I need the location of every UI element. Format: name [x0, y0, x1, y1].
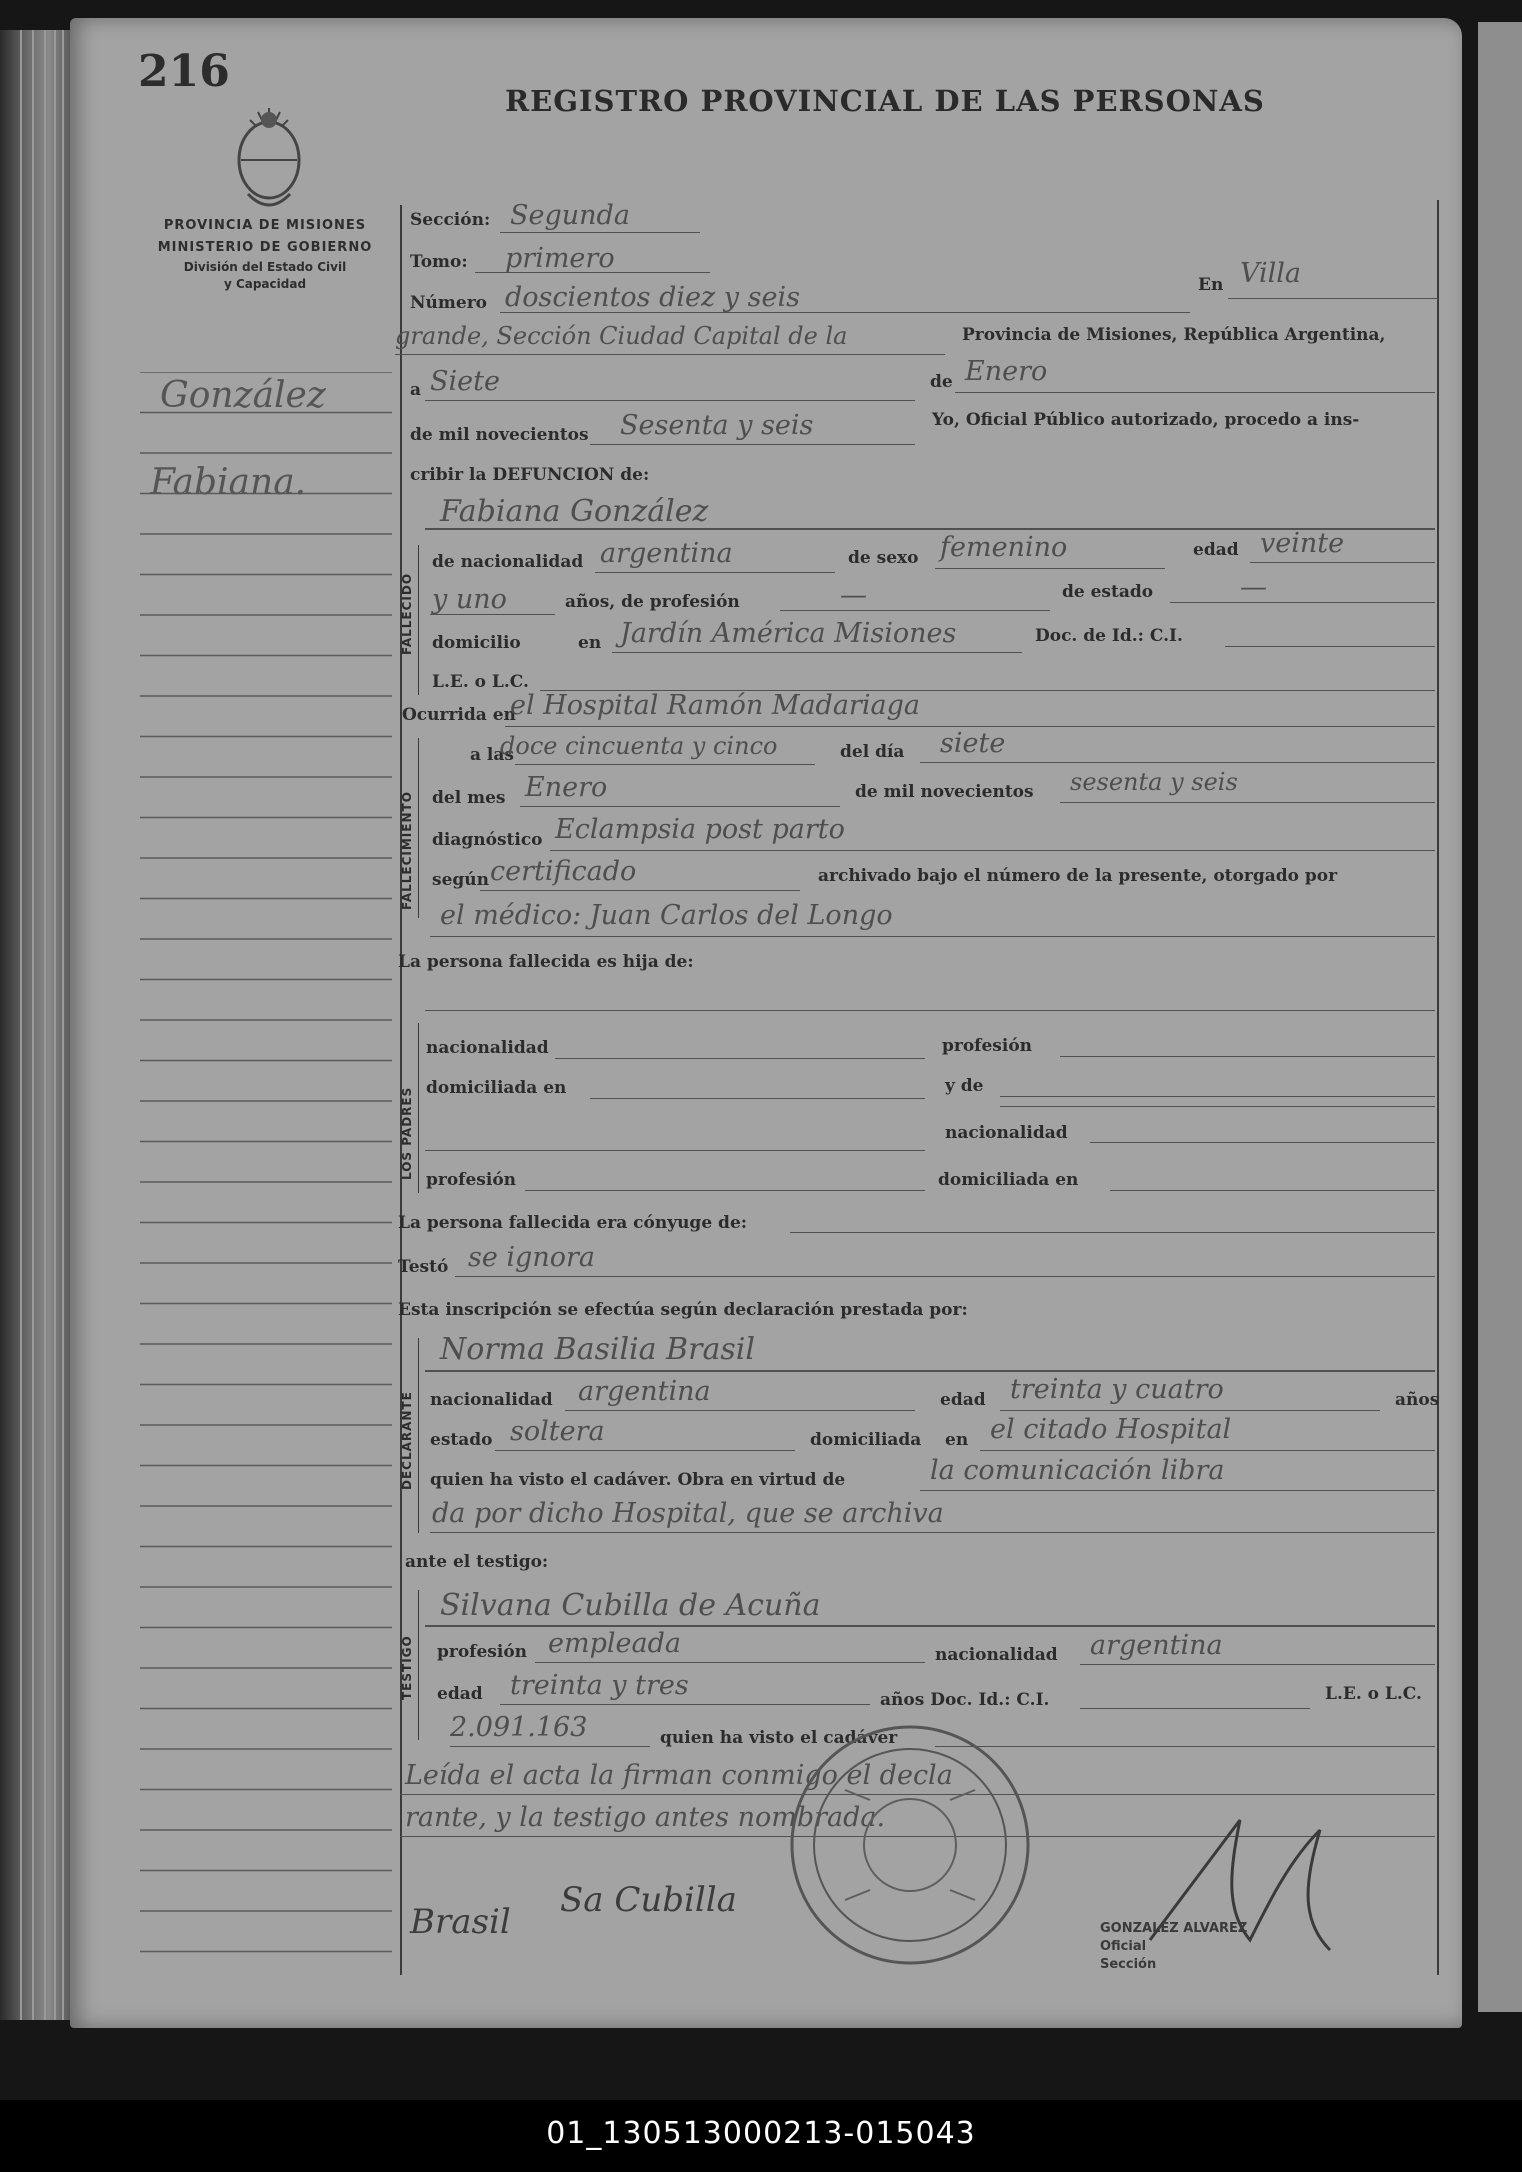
declarante-edad-value: treinta y cuatro	[1010, 1374, 1224, 1405]
testigo-name: Silvana Cubilla de Acuña	[440, 1588, 821, 1623]
adjacent-page	[1478, 22, 1522, 2012]
province-line: PROVINCIA DE MISIONES	[163, 218, 367, 233]
seccion-value: Segunda	[510, 200, 630, 231]
ocurrida-value: el Hospital Ramón Madariaga	[510, 690, 920, 721]
numero-value: doscientos diez y seis	[505, 282, 800, 313]
fallecimiento-bracket	[418, 738, 419, 918]
testo-label: Testó	[398, 1257, 449, 1277]
signature-witness: Sa Cubilla	[560, 1880, 737, 1920]
margin-surname: González	[160, 375, 326, 416]
declarante-section-title: DECLARANTE	[400, 1391, 414, 1490]
fallecido-edad-value: veinte	[1260, 528, 1345, 559]
declarante-obra-value2: da por dicho Hospital, que se archiva	[432, 1498, 944, 1529]
mes-value: Enero	[525, 772, 608, 803]
register-heading: REGISTRO PROVINCIAL DE LAS PERSONAS	[505, 84, 1265, 118]
padres-profesion-label: profesión	[942, 1036, 1033, 1056]
margin-given-name: Fabiana.	[150, 462, 307, 503]
provincia-text: Provincia de Misiones, República Argentina,	[962, 325, 1386, 345]
padres-section-title: LOS PADRES	[400, 1086, 414, 1180]
margin-ruled-lines	[140, 372, 392, 1972]
numero-label: Número	[410, 293, 487, 313]
fallecido-profesion-value: —	[840, 580, 867, 611]
declarante-visto-text: quien ha visto el cadáver. Obra en virtud de	[430, 1470, 846, 1490]
inscripcion-text: Esta inscripción se efectúa según declaración prestada por:	[398, 1300, 968, 1320]
ocurrida-label: Ocurrida en	[402, 705, 516, 725]
testigo-section-title: TESTIGO	[400, 1635, 414, 1700]
image-identifier: 01_130513000213-015043	[546, 2116, 976, 2151]
fallecido-domicilio-label: domicilio	[432, 633, 521, 653]
de-label: de	[930, 372, 953, 392]
declarante-domiciliada-label: domiciliada	[810, 1430, 922, 1450]
fallecido-domicilio-value: Jardín América Misiones	[620, 618, 957, 649]
oficial-text: Yo, Oficial Público autorizado, procedo a ins-	[932, 410, 1360, 430]
padres-profesion2-label: profesión	[426, 1170, 517, 1190]
officer-line1: GONZALEZ ALVAREZ	[1100, 1921, 1248, 1936]
diagnostico-value: Eclampsia post parto	[555, 814, 845, 845]
archivado-text: archivado bajo el número de la presente, otorgado por	[818, 866, 1338, 886]
fallecido-doc-label: Doc. de Id.: C.I.	[1035, 626, 1183, 646]
segun-label: según	[432, 870, 489, 890]
fallecido-nacionalidad-label: de nacionalidad	[432, 552, 584, 572]
padres-domiciliada-label: domiciliada en	[426, 1078, 567, 1098]
ante-text: ante el testigo:	[405, 1552, 549, 1572]
seccion-label: Sección:	[410, 210, 491, 230]
a-label: a	[410, 380, 422, 400]
province-block	[140, 215, 390, 293]
anio-prefix: de mil novecientos	[410, 425, 589, 445]
fallecido-section-title: FALLECIDO	[400, 572, 414, 655]
testigo-bracket	[418, 1590, 419, 1740]
dia-value: siete	[940, 728, 1006, 759]
medico-value: el médico: Juan Carlos del Longo	[440, 900, 893, 931]
place-value: grande, Sección Ciudad Capital de la	[395, 322, 848, 350]
day-value: Siete	[430, 366, 500, 397]
fallecido-estado-label: de estado	[1062, 582, 1154, 602]
form-right-border	[1437, 200, 1439, 1975]
fallecido-anios-label: años, de profesión	[565, 592, 740, 612]
fallecido-estado-value: —	[1240, 572, 1267, 603]
testigo-visto-text: quien ha visto el cadáver	[660, 1728, 898, 1748]
padres-nacionalidad2-label: nacionalidad	[945, 1123, 1068, 1143]
testigo-nacionalidad-label: nacionalidad	[935, 1645, 1058, 1665]
hora-value: doce cincuenta y cinco	[500, 732, 778, 760]
fallecido-sexo-label: de sexo	[848, 548, 919, 568]
declarante-bracket	[418, 1338, 419, 1533]
cribir-text: cribir la DEFUNCION de:	[410, 465, 650, 485]
padres-domiciliada2-label: domiciliada en	[938, 1170, 1079, 1190]
closing-line2: rante, y la testigo antes nombrada.	[405, 1802, 886, 1833]
anio-value: Sesenta y seis	[620, 410, 814, 441]
testigo-nacionalidad-value: argentina	[1090, 1630, 1223, 1661]
del-dia-label: del día	[840, 742, 905, 762]
capacity-line: y Capacidad	[223, 277, 307, 291]
segun-value: certificado	[490, 856, 637, 887]
declarante-estado-value: soltera	[510, 1416, 605, 1447]
argentina-coat-of-arms-icon	[228, 98, 310, 218]
fallecido-le-label: L.E. o L.C.	[432, 672, 529, 692]
declarante-en-label: en	[945, 1430, 969, 1450]
division-line: División del Estado Civil	[183, 260, 347, 274]
fallecido-edad-value2: y uno	[432, 584, 507, 615]
tomo-value: primero	[505, 243, 615, 274]
testigo-profesion-value: empleada	[548, 1628, 681, 1659]
declarante-name: Norma Basilia Brasil	[440, 1332, 755, 1367]
fallecido-sexo-value: femenino	[940, 532, 1068, 563]
signature-declarant: Brasil	[410, 1902, 511, 1942]
testo-value: se ignora	[468, 1242, 595, 1273]
book-page-edges	[0, 30, 70, 2020]
testigo-doc-value: 2.091.163	[450, 1712, 588, 1743]
fallecido-bracket	[418, 545, 419, 695]
month-value: Enero	[965, 356, 1048, 387]
fallecido-name: Fabiana González	[440, 494, 709, 529]
testigo-le-label: L.E. o L.C.	[1325, 1684, 1422, 1704]
ministry-line: MINISTERIO DE GOBIERNO	[157, 240, 373, 255]
fallecido-nacionalidad-value: argentina	[600, 538, 733, 569]
officer-line2: Oficial	[1100, 1939, 1147, 1954]
folio-number: 216	[138, 46, 230, 97]
hija-text: La persona fallecida es hija de:	[398, 952, 694, 972]
declarante-edad-label: edad	[940, 1390, 986, 1410]
fallecido-edad-label: edad	[1193, 540, 1239, 560]
diagnostico-label: diagnóstico	[432, 830, 543, 850]
declarante-anios-label: años	[1395, 1390, 1440, 1410]
declarante-nacionalidad-label: nacionalidad	[430, 1390, 553, 1410]
testigo-profesion-label: profesión	[437, 1642, 528, 1662]
fallecido-en-label: en	[578, 633, 602, 653]
declarante-nacionalidad-value: argentina	[578, 1376, 711, 1407]
fallecimiento-anio-label: de mil novecientos	[855, 782, 1034, 802]
del-mes-label: del mes	[432, 788, 506, 808]
testigo-anios-doc-label: años Doc. Id.: C.I.	[880, 1690, 1050, 1710]
officer-block	[1100, 1920, 1247, 1974]
declarante-domicilio-value: el citado Hospital	[990, 1414, 1232, 1445]
a-las-label: a las	[470, 745, 514, 765]
testigo-edad-value: treinta y tres	[510, 1670, 689, 1701]
declarante-estado-label: estado	[430, 1430, 493, 1450]
official-seal-icon	[785, 1720, 1035, 1970]
en-value: Villa	[1240, 258, 1302, 289]
padres-nacionalidad-label: nacionalidad	[426, 1038, 549, 1058]
closing-line1: Leída el acta la firman conmigo el decla	[405, 1760, 953, 1791]
fallecimiento-section-title: FALLECIMIENTO	[400, 791, 414, 910]
fallecimiento-anio-value: sesenta y seis	[1070, 768, 1238, 796]
declarante-obra-value: la comunicación libra	[930, 1455, 1225, 1486]
officer-line3: Sección	[1100, 1957, 1157, 1972]
padres-bracket	[418, 1023, 419, 1193]
tomo-label: Tomo:	[410, 252, 468, 272]
testigo-edad-label: edad	[437, 1684, 483, 1704]
en-label: En	[1198, 275, 1224, 295]
padres-y-de-label: y de	[945, 1076, 984, 1096]
conyuge-text: La persona fallecida era cónyuge de:	[398, 1213, 748, 1233]
